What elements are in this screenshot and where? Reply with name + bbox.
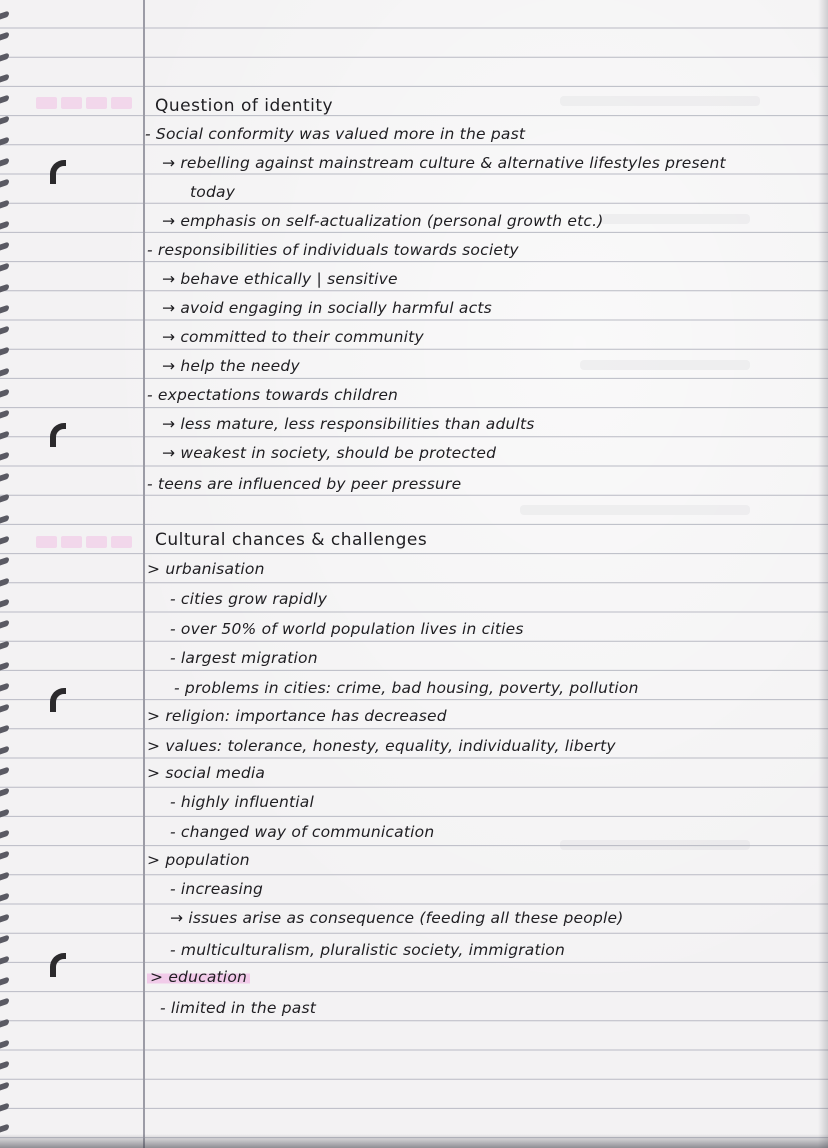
- cultural-line: > population: [147, 851, 250, 869]
- cultural-line: > religion: importance has decreased: [147, 707, 447, 725]
- cultural-line: [147, 967, 250, 987]
- cultural-line: - cities grow rapidly: [170, 590, 328, 608]
- highlighted-heading-education: > education: [147, 968, 250, 986]
- identity-line: - teens are influenced by peer pressure: [147, 475, 462, 493]
- cultural-line: → issues arise as consequence (feeding all these people): [170, 909, 624, 927]
- heading-cultural-chances: Cultural chances & challenges: [155, 530, 428, 550]
- bleed-through-mark: [520, 505, 750, 515]
- margin-line: [143, 0, 145, 1148]
- cultural-line: - limited in the past: [160, 999, 317, 1017]
- page-bottom-shadow: [0, 1134, 828, 1148]
- cultural-line: - changed way of communication: [170, 823, 435, 841]
- cultural-line: - largest migration: [170, 649, 318, 667]
- cultural-line: - multiculturalism, pluralistic society, immigration: [170, 941, 565, 959]
- page-edge-shadow: [818, 0, 828, 1148]
- identity-line: → rebelling against mainstream culture & alternative lifestyles present: [162, 154, 726, 172]
- cultural-line: - over 50% of world population lives in cities: [170, 620, 524, 638]
- bleed-through-mark: [560, 840, 750, 850]
- cultural-line: > urbanisation: [147, 560, 265, 578]
- section-tab-marker: [36, 97, 132, 109]
- cultural-line: - problems in cities: crime, bad housing, poverty, pollution: [174, 679, 639, 697]
- cultural-line: > values: tolerance, honesty, equality, individuality, liberty: [147, 737, 616, 755]
- bleed-through-mark: [560, 96, 760, 106]
- cultural-line: - highly influential: [170, 793, 314, 811]
- cultural-line: - increasing: [170, 880, 264, 898]
- identity-line: → committed to their community: [162, 328, 424, 346]
- heading-question-of-identity: Question of identity: [155, 96, 334, 116]
- identity-line: → emphasis on self-actualization (personal growth etc.): [162, 212, 604, 230]
- identity-line: today: [190, 183, 236, 201]
- cultural-line: > social media: [147, 764, 266, 782]
- identity-line: → avoid engaging in socially harmful acts: [162, 299, 492, 317]
- identity-line: - Social conformity was valued more in the past: [145, 125, 526, 143]
- bleed-through-mark: [580, 360, 750, 370]
- bleed-through-mark: [600, 214, 750, 224]
- identity-line: → less mature, less responsibilities than adults: [162, 415, 535, 433]
- identity-line: → behave ethically | sensitive: [162, 270, 398, 288]
- identity-line: → weakest in society, should be protected: [162, 444, 497, 462]
- identity-line: → help the needy: [162, 357, 300, 375]
- identity-line: - responsibilities of individuals towards society: [147, 241, 519, 259]
- identity-line: - expectations towards children: [147, 386, 399, 404]
- section-tab-marker: [36, 536, 132, 548]
